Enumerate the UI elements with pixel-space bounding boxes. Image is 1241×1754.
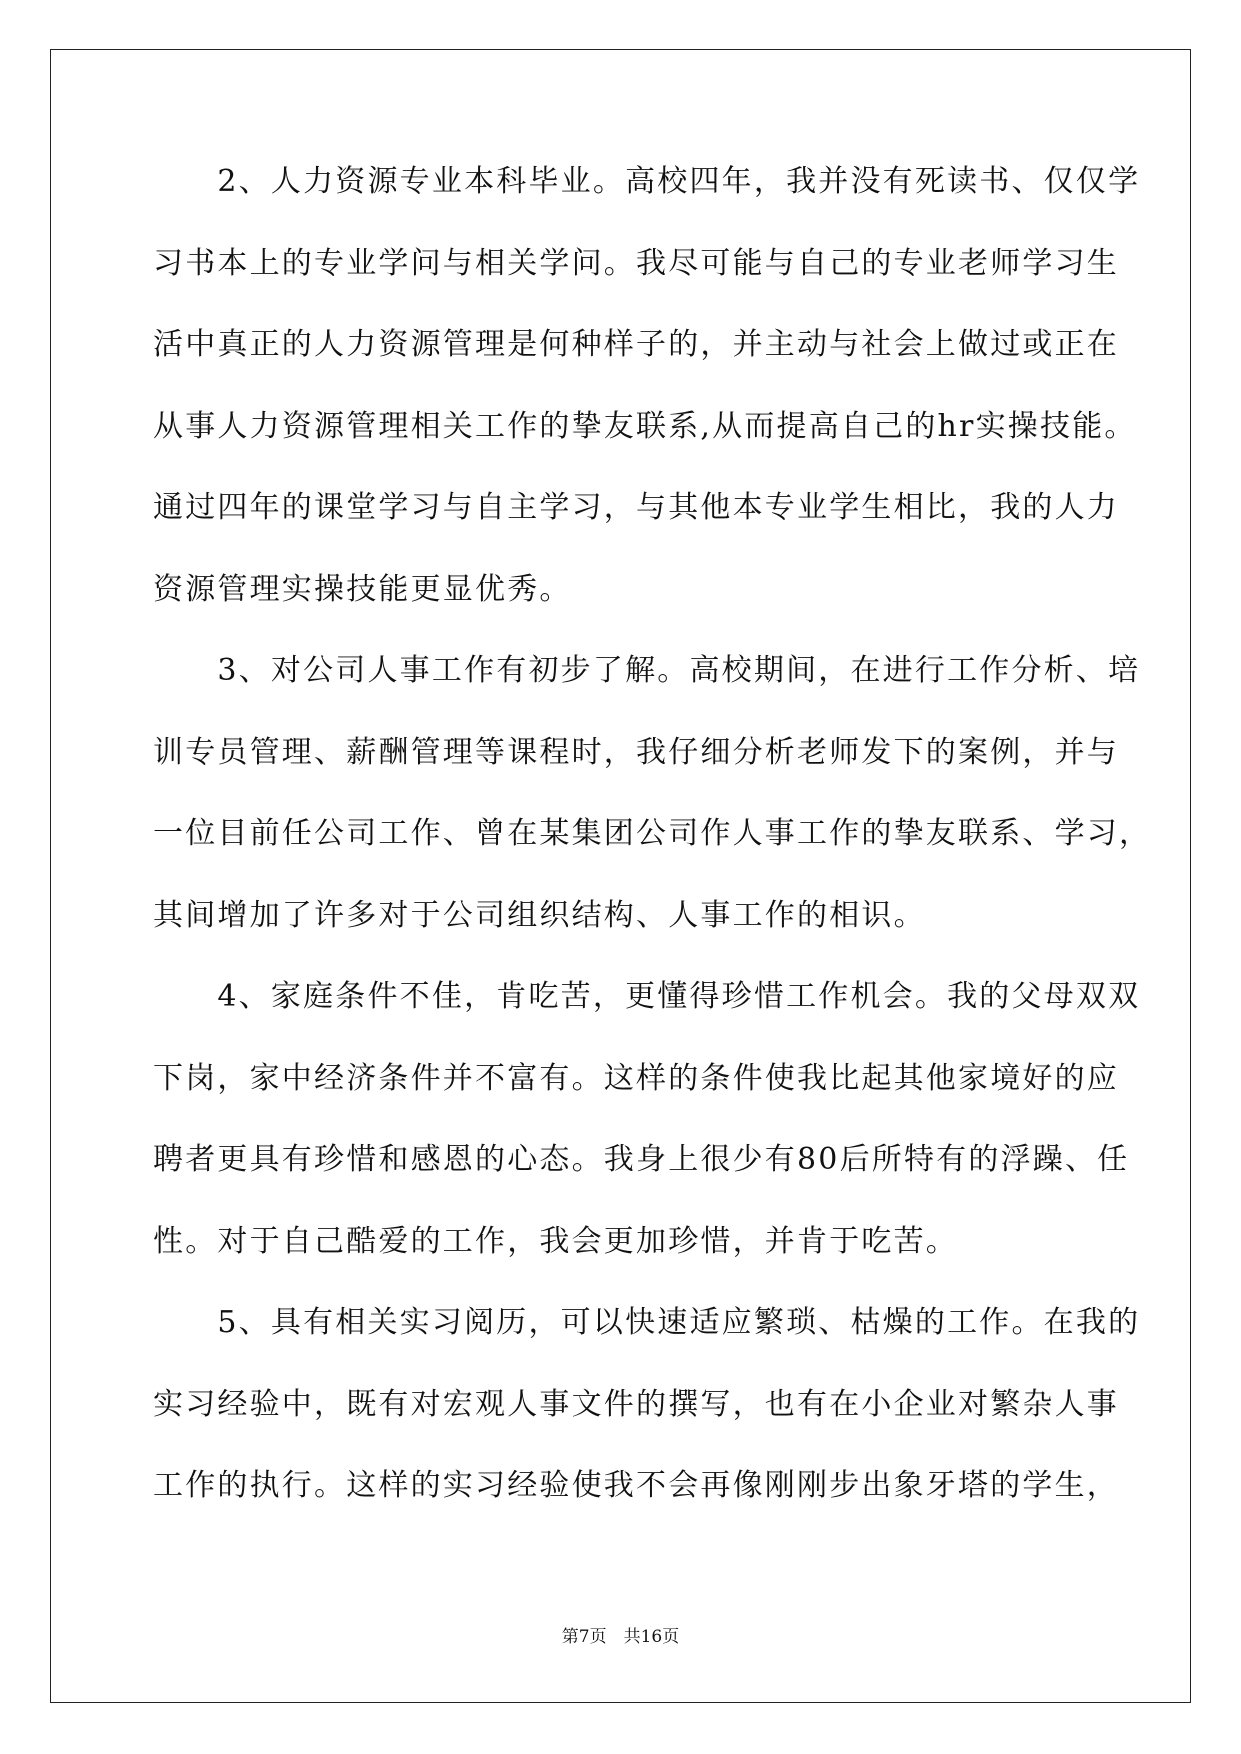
body-line: 4、家庭条件不佳，肯吃苦，更懂得珍惜工作机会。我的父母双双 [153,979,1141,1014]
body-line: 3、对公司人事工作有初步了解。高校期间，在进行工作分析、培 [153,653,1141,688]
body-line: 活中真正的人力资源管理是何种样子的，并主动与社会上做过或正在 [153,327,1119,362]
body-line: 通过四年的课堂学习与自主学习，与其他本专业学生相比，我的人力 [153,490,1119,525]
body-line: 从事人力资源管理相关工作的挚友联系,从而提高自己的hr实操技能。 [153,408,1137,444]
body-line: 聘者更具有珍惜和感恩的心态。我身上很少有80后所特有的浮躁、任 [153,1142,1130,1177]
body-line: 训专员管理、薪酬管理等课程时，我仔细分析老师发下的案例，并与 [153,734,1119,770]
body-line: 其间增加了许多对于公司组织结构、人事工作的相识。 [153,897,926,933]
document-body [153,163,1152,1549]
body-line: 工作的执行。这样的实习经验使我不会再像刚刚步出象牙塔的学生， [153,1468,1119,1503]
body-line: 资源管理实操技能更显优秀。 [153,571,572,607]
body-line: 习书本上的专业学问与相关学问。我尽可能与自己的专业老师学习生 [153,245,1119,281]
body-line: 下岗，家中经济条件并不富有。这样的条件使我比起其他家境好的应 [153,1060,1119,1096]
body-line: 一位目前任公司工作、曾在某集团公司作人事工作的挚友联系、学习， [153,816,1152,851]
page-number: 第7页 共16页 [561,1627,680,1647]
body-line: 实习经验中，既有对宏观人事文件的撰写，也有在小企业对繁杂人事 [153,1386,1119,1422]
body-line: 5、具有相关实习阅历，可以快速适应繁琐、枯燥的工作。在我的 [153,1305,1141,1340]
body-line: 性。对于自己酷爱的工作，我会更加珍惜，并肯于吃苦。 [153,1223,958,1259]
body-line: 2、人力资源专业本科毕业。高校四年，我并没有死读书、仅仅学 [153,164,1141,199]
